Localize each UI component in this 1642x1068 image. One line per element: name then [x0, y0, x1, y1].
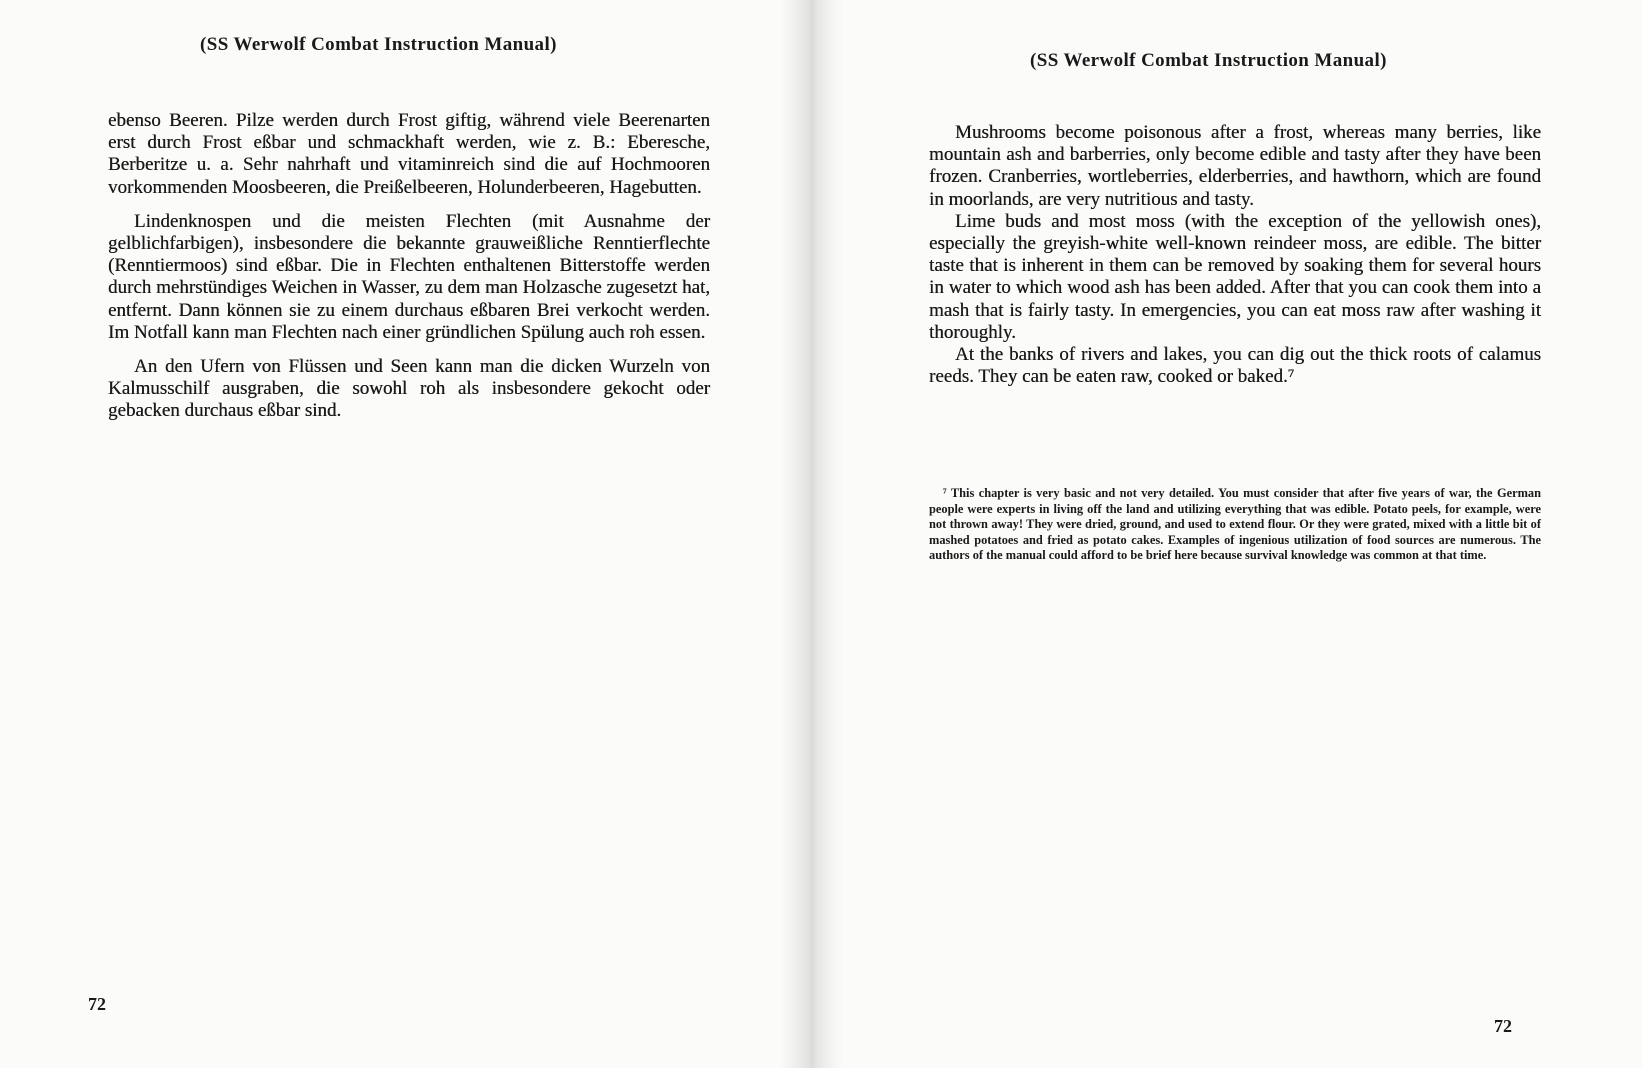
right-page — [844, 0, 1642, 1068]
body-text — [929, 122, 1541, 388]
paragraph: Lime buds and most moss (with the exception of the yellowish ones), especially the greyish-white well-known reindeer moss, are edible. The bitter taste that is inherent in them can be removed by soaking them for several hours in water to which wood ash has been added. After that you can cook them into a mash that is fairly tasty. In emergencies, you can eat moss raw after washing it thoroughly. — [929, 210, 1541, 343]
paragraph: At the banks of rivers and lakes, you can dig out the thick roots of calamus reeds. They can be eaten raw, cooked or baked.⁷ — [929, 344, 1541, 388]
book-gutter — [780, 0, 844, 1068]
body-text — [108, 110, 710, 435]
page-number: 72 — [1494, 1016, 1512, 1036]
running-head: (SS Werwolf Combat Instruction Manual) — [200, 34, 557, 55]
footnote: ⁷ This chapter is very basic and not very detailed. You must consider that after five years of war, the German people were experts in living off the land and utilizing everything that was edible. Potato peels, for example, were not thrown away! They were dried, ground, and used to extend flour. Or they were grated, mixed with a little bit of mashed potatoes and fried as potato cakes. Examples of ingenious utilization of food sources are numerous. The authors of the manual could afford to be brief here because survival knowledge was common at that time. — [929, 486, 1541, 563]
paragraph: Mushrooms become poisonous after a frost, whereas many berries, like mountain ash and barberries, only become edible and tasty after they have been frozen. Cranberries, wortleberries, elderberries, and hawthorn, which are found in moorlands, are very nutritious and tasty. — [929, 122, 1541, 210]
running-head: (SS Werwolf Combat Instruction Manual) — [1030, 50, 1387, 71]
paragraph: An den Ufern von Flüssen und Seen kann man die dicken Wurzeln von Kalmusschilf ausgraben, die sowohl roh als insbesondere gekocht oder gebacken durchaus eßbar sind. — [108, 356, 710, 422]
paragraph: ebenso Beeren. Pilze werden durch Frost giftig, während viele Beerenarten erst durch Frost eßbar und schmackhaft werden, wie z. B.: Eberesche, Berberitze u. a. Sehr nahrhaft und vitaminreich sind die auf Hochmooren vorkommenden Moosbeeren, die Preißelbeeren, Holunderbeeren, Hagebutten. — [108, 110, 710, 198]
page-number: 72 — [88, 994, 106, 1014]
left-page — [0, 0, 780, 1068]
paragraph: Lindenknospen und die meisten Flechten (mit Ausnahme der gelblichfarbigen), insbesondere die bekannte grauweißliche Renntierflechte (Renntiermoos) sind eßbar. Die in Flechten enthaltenen Bitterstoffe werden durch mehrstündiges Weichen in Wasser, zu dem man Holzasche zugesetzt hat, entfernt. Dann können sie zu einem durchaus eßbaren Brei verkocht werden. Im Notfall kann man Flechten nach einer gründlichen Spülung auch roh essen. — [108, 210, 710, 343]
